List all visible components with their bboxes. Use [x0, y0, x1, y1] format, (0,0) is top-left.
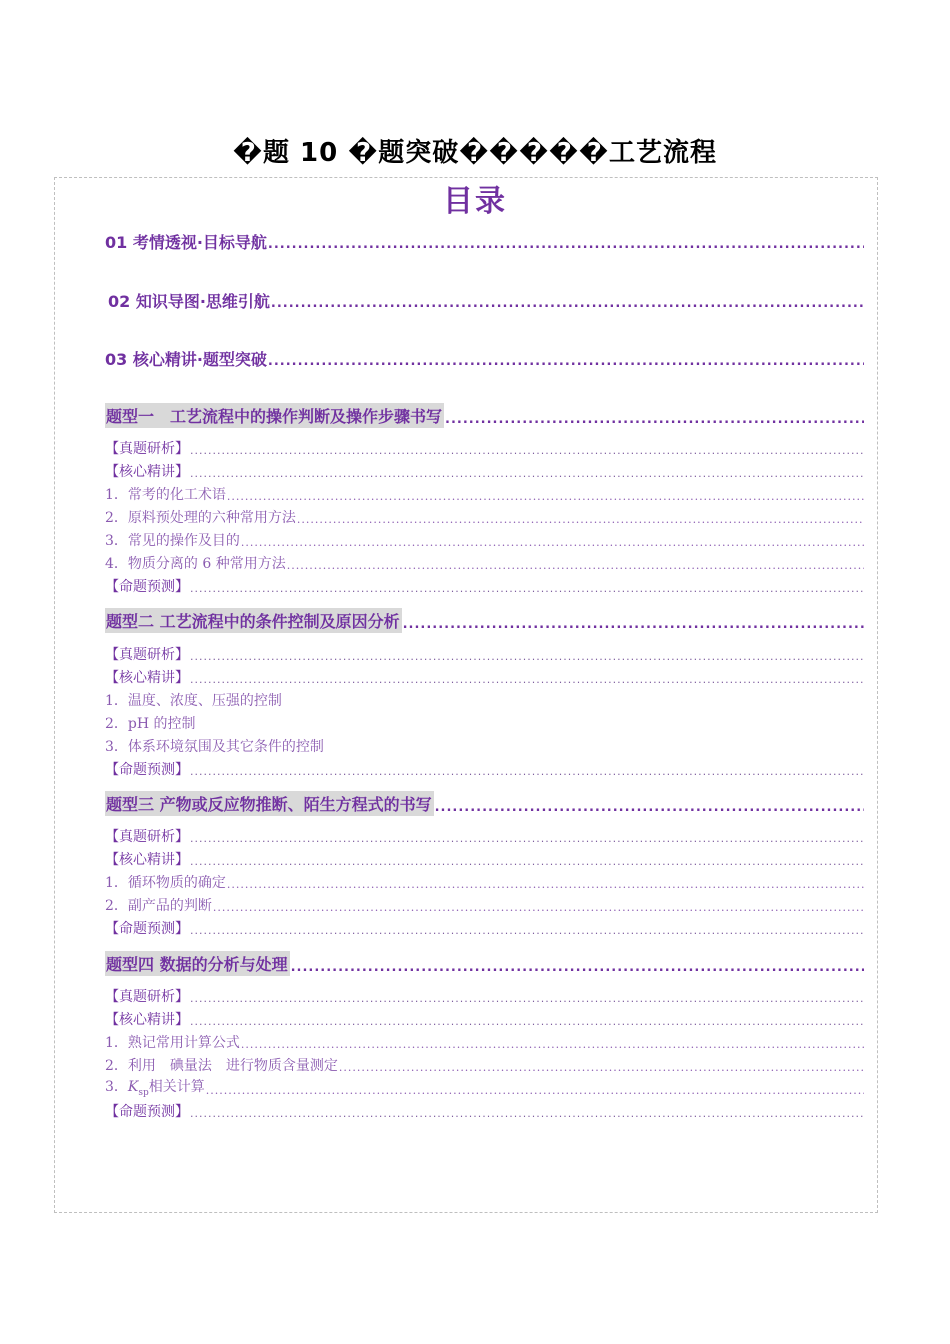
- toc-item-label: 3．常见的操作及目的: [105, 533, 240, 549]
- toc-item-label: 2．利用 碘量法 进行物质含量测定: [105, 1058, 338, 1074]
- toc-item-label: 【真题研析】: [105, 647, 189, 663]
- toc-item[interactable]: [105, 872, 864, 892]
- leader-dots: [190, 673, 864, 687]
- toc-item[interactable]: [105, 713, 864, 733]
- toc-item-label: [105, 1076, 205, 1098]
- leader-dots: [241, 1038, 864, 1052]
- toc-item-label: 1．常考的化工术语: [105, 487, 226, 503]
- toc-item[interactable]: [105, 553, 864, 573]
- toc-item-label: 【命题预测】: [105, 1104, 189, 1120]
- toc-section-label: 02 知识导图·思维引航: [108, 292, 270, 311]
- leader-dots: [190, 467, 864, 481]
- toc-item-label: 【真题研析】: [105, 441, 189, 457]
- toc-item-number: 3．: [105, 1079, 128, 1096]
- leader-dots: [435, 800, 864, 816]
- toc-item[interactable]: [105, 918, 864, 938]
- toc-section-label: 01 考情透视·目标导航: [105, 233, 267, 252]
- ksp-subscript: sp: [138, 1088, 149, 1098]
- toc-item[interactable]: [105, 849, 864, 869]
- toc-item[interactable]: [105, 1078, 864, 1098]
- leader-dots: [291, 960, 864, 976]
- toc-item[interactable]: [105, 530, 864, 550]
- toc-item-label: 2．原料预处理的六种常用方法: [105, 510, 296, 526]
- leader-dots: [268, 354, 864, 370]
- leader-dots: [190, 832, 864, 846]
- leader-dots: [190, 650, 864, 664]
- toc-item[interactable]: [105, 1101, 864, 1121]
- toc-type-title: 题型一 工艺流程中的操作判断及操作步骤书写: [105, 403, 444, 428]
- toc-section-03[interactable]: [105, 346, 864, 370]
- leader-dots: [190, 444, 864, 458]
- toc-item[interactable]: [105, 667, 864, 687]
- leader-dots: [445, 412, 864, 428]
- toc-item[interactable]: [105, 1032, 864, 1052]
- leader-dots: [227, 878, 864, 892]
- toc-item-label: 4．物质分离的 6 种常用方法: [105, 556, 286, 572]
- toc-item[interactable]: [105, 986, 864, 1006]
- leader-dots: [190, 992, 864, 1006]
- toc-item-label: 【核心精讲】: [105, 464, 189, 480]
- toc-type-title: 题型三 产物或反应物推断、陌生方程式的书写: [105, 791, 434, 816]
- toc-item-label: 2．副产品的判断: [105, 898, 212, 914]
- leader-dots: [190, 1015, 864, 1029]
- toc-item[interactable]: [105, 576, 864, 596]
- toc-item-label: 【命题预测】: [105, 762, 189, 778]
- toc-item-label: 【真题研析】: [105, 829, 189, 845]
- leader-dots: [190, 855, 864, 869]
- toc-section-label: 03 核心精讲·题型突破: [105, 350, 267, 369]
- toc-heading: 目录: [443, 184, 507, 219]
- toc-item-label: 【核心精讲】: [105, 852, 189, 868]
- toc-item-label: 【命题预测】: [105, 921, 189, 937]
- toc-item[interactable]: [105, 736, 864, 756]
- toc-item[interactable]: [105, 690, 864, 710]
- toc-item-label: 【核心精讲】: [105, 1012, 189, 1028]
- toc-item[interactable]: [105, 484, 864, 504]
- leader-dots: [190, 582, 864, 596]
- toc-item-label: 3．体系环境氛围及其它条件的控制: [105, 739, 324, 755]
- leader-dots: [403, 617, 864, 633]
- toc-item[interactable]: [105, 644, 864, 664]
- toc-item[interactable]: [105, 759, 864, 779]
- leader-dots: [206, 1084, 864, 1098]
- toc-item-label: 【真题研析】: [105, 989, 189, 1005]
- toc-item[interactable]: [105, 507, 864, 527]
- toc-item[interactable]: [105, 1009, 864, 1029]
- leader-dots: [241, 536, 864, 550]
- toc-item[interactable]: [105, 895, 864, 915]
- toc-section-02[interactable]: [108, 288, 864, 312]
- leader-dots: [271, 296, 864, 312]
- toc-item-label: 1．熟记常用计算公式: [105, 1035, 240, 1051]
- toc-type-1[interactable]: [105, 402, 864, 428]
- leader-dots: [190, 765, 864, 779]
- toc-section-01[interactable]: [105, 229, 864, 253]
- toc-type-4[interactable]: [105, 950, 864, 976]
- toc-item-label: 1．温度、浓度、压强的控制: [105, 693, 282, 709]
- toc-item-label: 【命题预测】: [105, 579, 189, 595]
- leader-dots: [339, 1061, 864, 1075]
- toc-item-label: 1．循环物质的确定: [105, 875, 226, 891]
- leader-dots: [213, 901, 864, 915]
- leader-dots: [268, 237, 864, 253]
- toc-type-title: 题型二 工艺流程中的条件控制及原因分析: [105, 608, 402, 633]
- toc-item-text: 相关计算: [148, 1079, 205, 1096]
- ksp-symbol: K: [127, 1079, 139, 1096]
- toc-item[interactable]: [105, 1055, 864, 1075]
- toc-type-3[interactable]: [105, 790, 864, 816]
- toc-item[interactable]: [105, 438, 864, 458]
- leader-dots: [297, 513, 864, 527]
- toc-type-title: 题型四 数据的分析与处理: [105, 951, 290, 976]
- leader-dots: [190, 924, 864, 938]
- leader-dots: [227, 490, 864, 504]
- document-title: �题 10 �题突破�����工艺流程: [233, 138, 717, 168]
- toc-item-label: 2．pH 的控制: [105, 716, 196, 732]
- toc-item[interactable]: [105, 826, 864, 846]
- toc-item[interactable]: [105, 461, 864, 481]
- leader-dots: [190, 1107, 864, 1121]
- toc-item-label: 【核心精讲】: [105, 670, 189, 686]
- toc-type-2[interactable]: [105, 607, 864, 633]
- leader-dots: [287, 559, 864, 573]
